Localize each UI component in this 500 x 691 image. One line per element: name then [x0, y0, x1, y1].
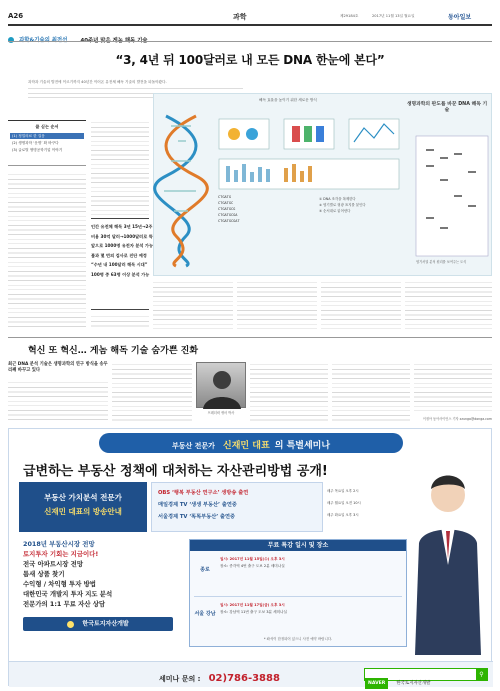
infographic — [153, 93, 492, 276]
dna-helix-illustration — [156, 116, 216, 266]
pull-quote-line: 비용 30억 달러→1000달러로 뚝 — [91, 233, 153, 239]
infographic-left-title: 해독 효율을 높이기 위한 새로운 방식 — [259, 98, 317, 102]
infographic-step: ③ 순서대로 읽어낸다 — [319, 209, 351, 213]
ad-promo-list — [23, 539, 183, 609]
body-column-3 — [153, 280, 233, 332]
ad-banner-post: 의 특별세미나 — [274, 441, 331, 451]
ad-headline: 급변하는 부동산 정책에 대처하는 자산관리방법 공개! — [23, 464, 328, 479]
ad-promo-line: 틈새 상품 찾기 — [23, 570, 65, 578]
section2-column-5 — [414, 362, 492, 414]
byline: 이정아 동아사이언스 기자 zzunga@donga.com — [422, 417, 492, 421]
series-rule — [8, 41, 492, 42]
gel-ladder-illustration — [416, 136, 488, 256]
ad-promo-line: 수익형 / 차익형 투자 방법 — [23, 580, 96, 588]
ad-venue-label: 서울 강남 — [194, 611, 216, 617]
ad-free-lecture-title: 무료 특강 일시 및 장소 — [190, 540, 406, 551]
dna-sequence: CTGATGCG — [218, 207, 236, 211]
sequencing-illustration — [214, 114, 404, 194]
ad-venue-detail — [220, 602, 404, 616]
ad-bottom-note: * 좌석이 한정되어 있으니 사전 예약 바랍니다. — [263, 637, 333, 641]
headline: “3, 4년 뒤 100달러로 내 모든 DNA 한눈에 본다” — [115, 53, 385, 67]
ad-tv-item: 서울경제 TV ‘똑똑부동산’ 출연중 — [158, 514, 236, 520]
body-column-5 — [321, 280, 401, 332]
section2-column-1 — [8, 380, 108, 422]
body-column-1 — [8, 172, 86, 328]
ad-tv-time: 매주 목요일 오후 2시 — [327, 489, 359, 493]
issue-number: 제29184호 — [340, 14, 359, 18]
infographic-step: ② 염기별로 형광 표지를 붙인다 — [319, 203, 366, 207]
section2-title: 혁신 또 혁신… 게놈 해독 기술 숨가쁜 진화 — [28, 346, 199, 356]
body-column-6 — [405, 280, 492, 332]
ad-search-term: 한국토지자산개발 — [396, 681, 431, 686]
person-silhouette-icon — [197, 363, 247, 409]
infographic-caption: 염기서열 분석 원리를 보여주는 도식 — [416, 260, 467, 264]
body-column-4 — [237, 280, 317, 332]
pull-quote-line: 인간 유전체 해독 3년 15년→2주 — [91, 224, 153, 229]
ad-org-name: 한국토지자산개발 — [82, 620, 129, 628]
section2-column-4 — [332, 362, 410, 422]
ad-broadcast-box — [19, 482, 147, 532]
ad-banner-name: 신재민 대표 — [223, 441, 270, 451]
dna-sequence: CTGATGCGAT — [218, 219, 240, 223]
lede-text: 과학과 기술의 발전에 이르기까지 40년간 이어온 유전체 해독 기술의 발전을 되돌아봤다. — [28, 80, 167, 84]
section2-column-3 — [250, 362, 328, 422]
page-number: A26 — [8, 12, 24, 20]
infographic-center-title — [406, 102, 488, 114]
portrait-photo — [196, 362, 246, 408]
paper-name: 동아일보 — [448, 14, 472, 21]
ad-tv-box — [151, 482, 323, 532]
dna-sequence-list — [218, 194, 318, 224]
presenter-silhouette-icon — [409, 455, 487, 655]
dna-sequence: CTGATGC — [218, 201, 234, 205]
portrait-caption: 프레더릭 생어 박사 — [207, 411, 235, 415]
ad-banner-pre: 부동산 전문가 — [171, 442, 215, 450]
ad-tv-times — [327, 485, 407, 521]
infographic-step: ① DNA 조각을 복제한다 — [319, 197, 356, 201]
infographic-steps — [319, 196, 414, 214]
ad-promo-line: 토지투자 기회는 지금이다! — [23, 550, 99, 558]
ad-promo-line: 대한민국 개발지 투자 지도 분석 — [23, 590, 113, 598]
series-order-item: (1) 정밀의료 한 걸음 — [10, 133, 84, 139]
body-column-2b — [91, 314, 149, 328]
dna-sequence: CTGATGCGA — [218, 213, 238, 217]
ad-tv-time: 매주 화요일 오후 3시 — [327, 513, 359, 517]
ad-tv-item: 매일경제 TV ‘생생 부동산’ 출연중 — [158, 502, 237, 508]
ad-tv-time: 매주 월요일 오전 10시 — [327, 501, 361, 505]
ad-free-lecture-box — [189, 539, 407, 647]
ad-phone-number[interactable]: 02)786-3888 — [208, 673, 280, 684]
search-icon: ⚲ — [476, 669, 487, 680]
section-divider — [8, 337, 492, 338]
presenter-photo — [409, 455, 487, 655]
ad-org-logo — [23, 617, 173, 631]
ad-venue-label: 종로 — [200, 567, 210, 573]
infographic-title-text: 생명과학의 판도를 바꾼 DNA 해독 기술 — [406, 102, 488, 113]
pull-quote — [91, 218, 153, 310]
dna-sequence: CTGATG — [218, 195, 231, 199]
series-line — [8, 29, 148, 39]
ad-venue-line: 장소: 강남역 11번 출구 도보 3분 세미나실 — [220, 610, 287, 614]
ad-promo-line: 전문가의 1:1 무료 자산 상담 — [23, 600, 106, 608]
pull-quote-line: 불과 몇 번의 검사로 진단 예정 — [91, 252, 147, 258]
ad-footer — [9, 661, 493, 687]
ad-org-icon — [67, 621, 74, 628]
ad-broadcast-line: 신재민 대표의 방송안내 — [44, 507, 122, 516]
ad-banner — [99, 433, 403, 453]
date-line: 2017년 11월 13일 월요일 — [372, 14, 415, 18]
ad-search-box[interactable] — [364, 668, 488, 686]
pull-quote-line: 100명 중 63명 이상 분석 가능 — [91, 271, 150, 277]
advertisement — [8, 428, 492, 686]
section2-column-2 — [112, 362, 192, 422]
ad-venue-detail — [220, 556, 404, 570]
page-header — [0, 12, 500, 22]
pull-quote-line: “수년 내 100달러 해독 시대” — [91, 262, 148, 267]
series-order-item: (3) 글로벌 생명공학기업 이야기 — [12, 147, 63, 152]
header-rule — [8, 24, 492, 26]
ad-venue-line: 일시: 2017년 11월 15일(수) 오후 3시 — [220, 557, 285, 561]
ad-venue-line: 장소: 종각역 4번 출구 도보 2분 세미나실 — [220, 564, 285, 568]
naver-logo: NAVER — [365, 678, 388, 689]
ad-promo-line: 2018년 부동산시장 전망 — [23, 540, 95, 548]
ad-promo-line: 전국 아파트시장 전망 — [23, 560, 84, 568]
body-column-2 — [91, 120, 149, 215]
pull-quote-line: 앞으로 1000명 유전자 분석 가능 — [91, 243, 153, 248]
series-order-item: (2) 생명과학 ‘운명’ 확 바꾸다 — [12, 140, 59, 145]
ad-venue-divider — [194, 596, 402, 597]
ad-phone — [159, 666, 280, 685]
series-order-box — [8, 120, 86, 166]
ad-phone-label: 세미나 문의 : — [159, 675, 201, 683]
ad-tv-title: OBS ‘행복 부동산 연구소’ 생방송 출연 — [158, 490, 249, 496]
ad-venue-line: 일시: 2017년 11월 17일(금) 오후 3시 — [220, 603, 285, 607]
series-order-title: 클 싣는 순서 — [35, 124, 59, 129]
section-label: 과학 — [233, 13, 247, 21]
section2-subhead: 최근 DNA 분석 기술은 생명과학의 연구 방식을 송두리째 바꾸고 있다 — [8, 362, 108, 373]
ad-broadcast-line: 부동산 가치분석 전문가 — [44, 493, 122, 502]
